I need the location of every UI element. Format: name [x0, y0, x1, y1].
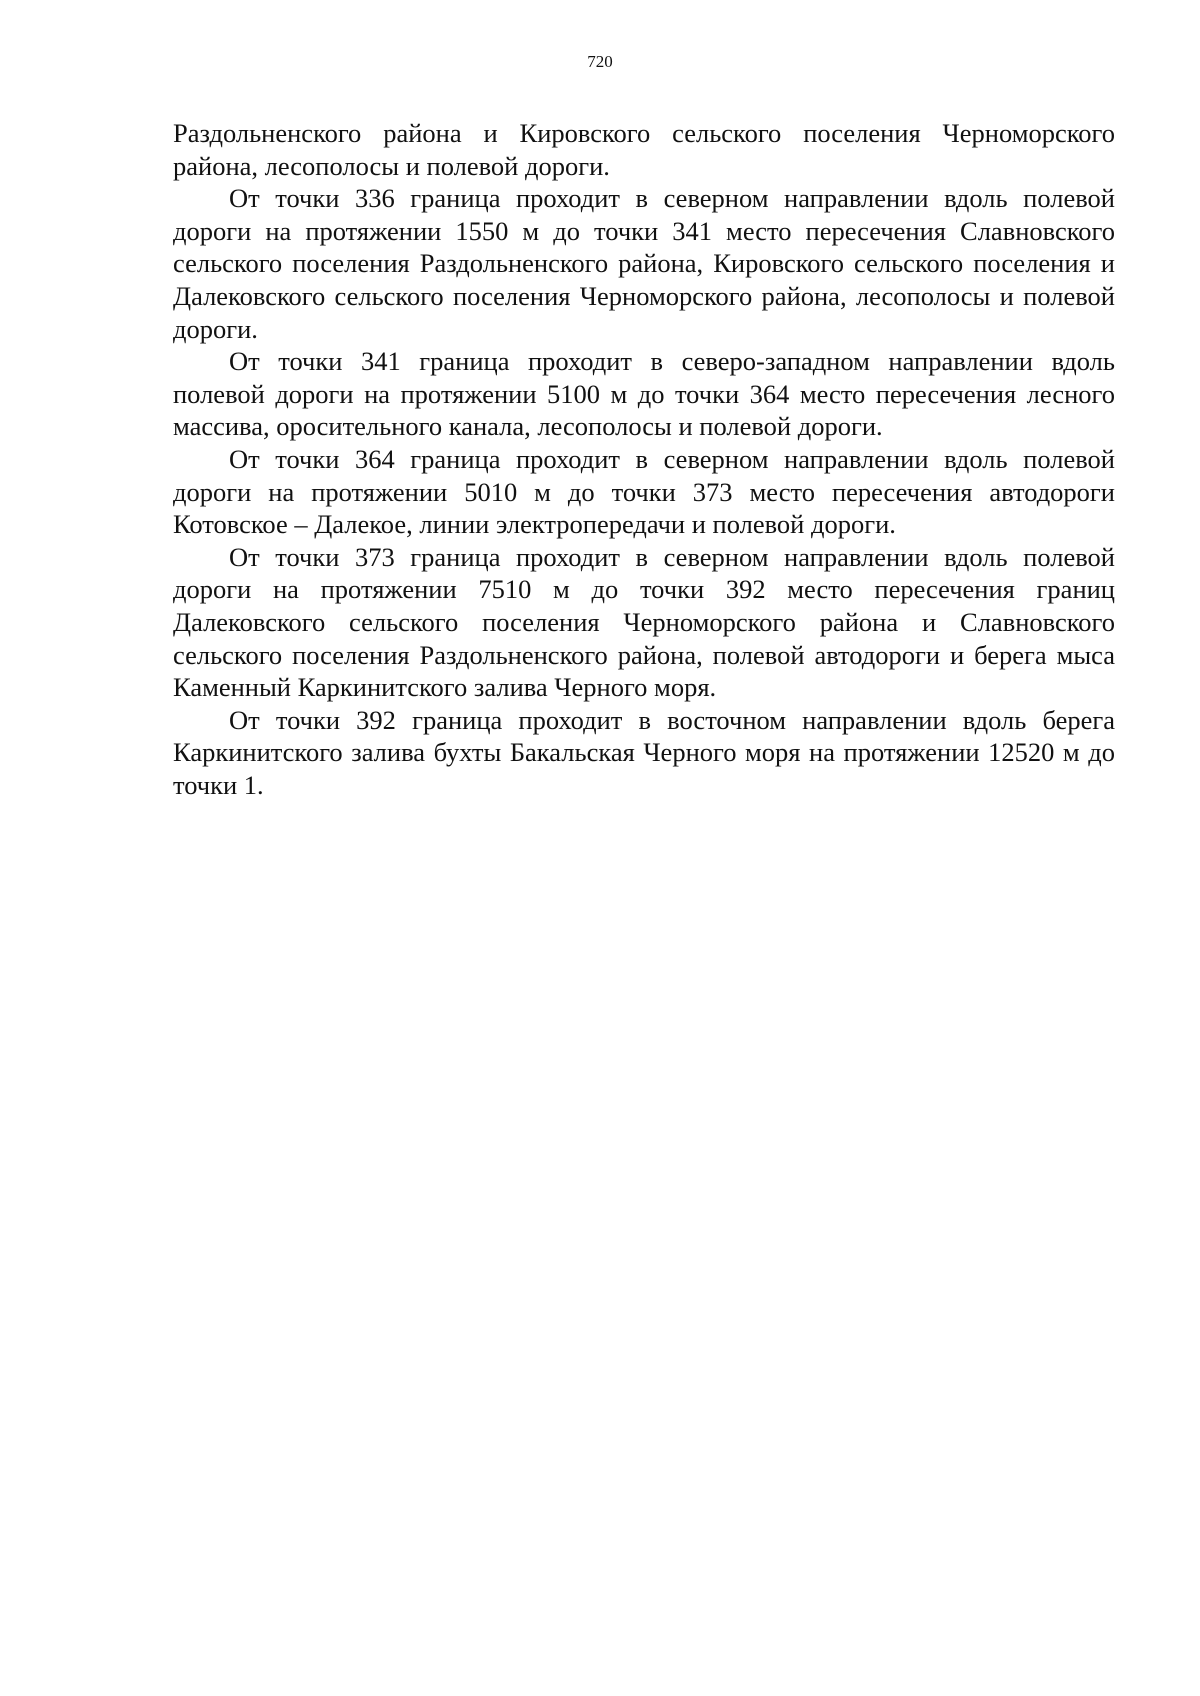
paragraph-point-373: От точки 373 граница проходит в северном направлении вдоль полевой дороги на протяжении 7510 м до точки 392 место пересечения границ Далековского сельского поселения Черноморского района и Славновского сельского поселения Раздольненского района, полевой автодороги и берега мыса Каменный Каркинитского залива Черного моря.: [173, 541, 1115, 703]
document-body: [173, 117, 1115, 801]
paragraph-point-364: От точки 364 граница проходит в северном направлении вдоль полевой дороги на протяжении 5010 м до точки 373 место пересечения автодороги Котовское – Далекое, линии электропередачи и полевой дороги.: [173, 443, 1115, 540]
paragraph-point-336: От точки 336 граница проходит в северном направлении вдоль полевой дороги на протяжении 1550 м до точки 341 место пересечения Славновского сельского поселения Раздольненского района, Кировского сельского поселения и Далековского сельского поселения Черноморского района, лесополосы и полевой дороги.: [173, 183, 1115, 344]
paragraph-point-392: От точки 392 граница проходит в восточном направлении вдоль берега Каркинитского залива бухты Бакальская Черного моря на протяжении 12520 м до точки 1.: [173, 704, 1115, 800]
paragraph-point-341: От точки 341 граница проходит в северо-западном направлении вдоль полевой дороги на протяжении 5100 м до точки 364 место пересечения лесного массива, оросительного канала, лесополосы и полевой дороги.: [173, 346, 1115, 442]
page-number: 720: [587, 52, 613, 71]
paragraph-continuation: Раздольненского района и Кировского сельского поселения Черноморского района, лесополосы и полевой дороги.: [173, 118, 1115, 181]
